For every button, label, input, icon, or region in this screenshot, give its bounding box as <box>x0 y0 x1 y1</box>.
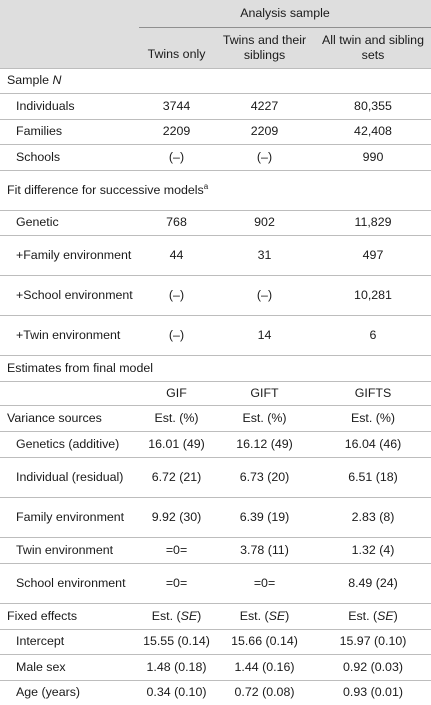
cell-value: GIFT <box>250 385 279 400</box>
table-row <box>0 603 431 629</box>
col-header-twins-only: Twins only <box>147 47 206 61</box>
cell-value: Est. (%) <box>154 410 199 425</box>
cell-value: =0= <box>253 575 276 590</box>
cell-value: 4227 <box>250 98 279 113</box>
cell-value: 80,355 <box>354 98 392 113</box>
table-row <box>0 405 431 431</box>
row-label: Twin environment <box>16 542 114 557</box>
cell-value: 2.83 (8) <box>351 509 395 524</box>
cell-value: (–) <box>168 149 185 164</box>
cell-value: Est. ( <box>151 608 181 623</box>
row-label: Genetics (additive) <box>16 436 120 451</box>
cell-value: 0.93 (0.01) <box>343 685 403 700</box>
cell-value: =0= <box>165 575 188 590</box>
cell-value: Est. ( <box>348 608 378 623</box>
cell-value: 1.48 (0.18) <box>146 659 207 674</box>
cell-value: 15.97 (0.10) <box>339 634 407 648</box>
row-label-italic: N <box>52 73 62 87</box>
table-row <box>0 68 431 93</box>
row-label: School environment <box>16 575 126 590</box>
cell-value: ) <box>285 608 290 623</box>
table-row <box>0 537 431 563</box>
table-row <box>0 210 431 235</box>
cell-value: Est. (%) <box>350 410 396 425</box>
row-label: Schools <box>16 149 61 164</box>
table-row <box>0 93 431 119</box>
row-label: Estimates from final model <box>7 360 153 375</box>
analysis-sample-heading: Analysis sample <box>240 5 330 20</box>
row-label: Family environment <box>16 509 125 524</box>
cell-value: (–) <box>168 287 185 302</box>
table-row <box>0 680 431 705</box>
table-row <box>0 144 431 170</box>
cell-value: 8.49 (24) <box>348 575 398 590</box>
cell-value: 15.66 (0.14) <box>231 634 298 648</box>
cell-value: 31 <box>257 247 272 262</box>
table-row <box>0 457 431 497</box>
table-row <box>0 497 431 537</box>
cell-value: 42,408 <box>354 124 392 138</box>
cell-value: 6 <box>369 327 377 342</box>
table-row <box>0 119 431 144</box>
cell-value: 0.34 (0.10) <box>146 685 207 700</box>
table-row <box>0 654 431 680</box>
table-row <box>0 563 431 603</box>
cell-value: 16.12 (49) <box>236 436 293 451</box>
cell-value: 9.92 (30) <box>151 509 202 524</box>
row-label: Variance sources <box>7 410 102 425</box>
table-row <box>0 381 431 405</box>
row-label: Male sex <box>16 659 66 674</box>
cell-value: 6.39 (19) <box>239 509 290 524</box>
cell-value: 44 <box>169 247 184 262</box>
cell-value: (–) <box>256 149 273 164</box>
cell-value: 14 <box>257 327 272 342</box>
cell-value: GIF <box>166 385 187 400</box>
cell-value: GIFTS <box>354 385 392 400</box>
cell-value-italic: SE <box>377 608 394 623</box>
cell-value: 902 <box>254 215 275 229</box>
cell-value-italic: SE <box>268 608 286 623</box>
table-row <box>0 355 431 381</box>
cell-value: 6.51 (18) <box>348 469 398 484</box>
row-label: Individuals <box>16 98 75 113</box>
cell-value: 1.32 (4) <box>351 542 395 557</box>
cell-value: 6.73 (20) <box>239 469 290 484</box>
row-label: Fixed effects <box>7 608 78 623</box>
cell-value: 16.01 (49) <box>148 436 205 451</box>
row-label: Individual (residual) <box>16 469 124 484</box>
row-label: Age (years) <box>16 685 81 700</box>
row-label: +Family environment <box>16 247 132 262</box>
cell-value: 6.72 (21) <box>151 469 202 484</box>
cell-value: 3744 <box>162 98 191 113</box>
table-row <box>0 275 431 315</box>
cell-value: 768 <box>166 215 187 229</box>
cell-value: ) <box>393 608 398 623</box>
cell-value: 11,829 <box>354 215 392 229</box>
cell-value: (–) <box>168 327 185 342</box>
cell-value: 497 <box>362 247 384 262</box>
cell-value: 0.92 (0.03) <box>343 659 403 674</box>
cell-value: Est. (%) <box>242 410 287 425</box>
cell-value: =0= <box>165 542 188 557</box>
row-label: +School environment <box>16 287 133 302</box>
table-row <box>0 235 431 275</box>
table-row <box>0 170 431 210</box>
cell-value: 1.44 (0.16) <box>234 659 295 674</box>
row-label: Intercept <box>16 634 65 648</box>
table-header <box>0 0 431 68</box>
col-header-all-sets: All twin and sibling sets <box>322 32 424 62</box>
cell-value: 990 <box>362 149 384 164</box>
cell-value: 3.78 (11) <box>240 542 289 557</box>
row-label: Families <box>16 124 63 138</box>
row-label: Sample <box>7 73 50 87</box>
cell-value: 16.04 (46) <box>344 436 402 451</box>
cell-value: 2209 <box>250 124 279 138</box>
row-label: +Twin environment <box>16 327 121 342</box>
cell-value: 15.55 (0.14) <box>143 634 210 648</box>
row-label: Genetic <box>16 215 59 229</box>
cell-value: 10,281 <box>354 287 392 302</box>
cell-value-italic: SE <box>180 608 198 623</box>
cell-value: ) <box>197 608 202 623</box>
footnote-marker: a <box>203 181 209 191</box>
table-row <box>0 431 431 457</box>
table-row <box>0 315 431 355</box>
cell-value: (–) <box>256 287 273 302</box>
cell-value: 2209 <box>162 124 191 138</box>
cell-value: 0.72 (0.08) <box>234 685 295 700</box>
cell-value: Est. ( <box>239 608 269 623</box>
col-header-twins-siblings: Twins and their siblings <box>222 32 307 62</box>
row-label: Fit difference for successive models <box>7 182 204 197</box>
table-body <box>0 68 431 705</box>
table-row <box>0 629 431 654</box>
